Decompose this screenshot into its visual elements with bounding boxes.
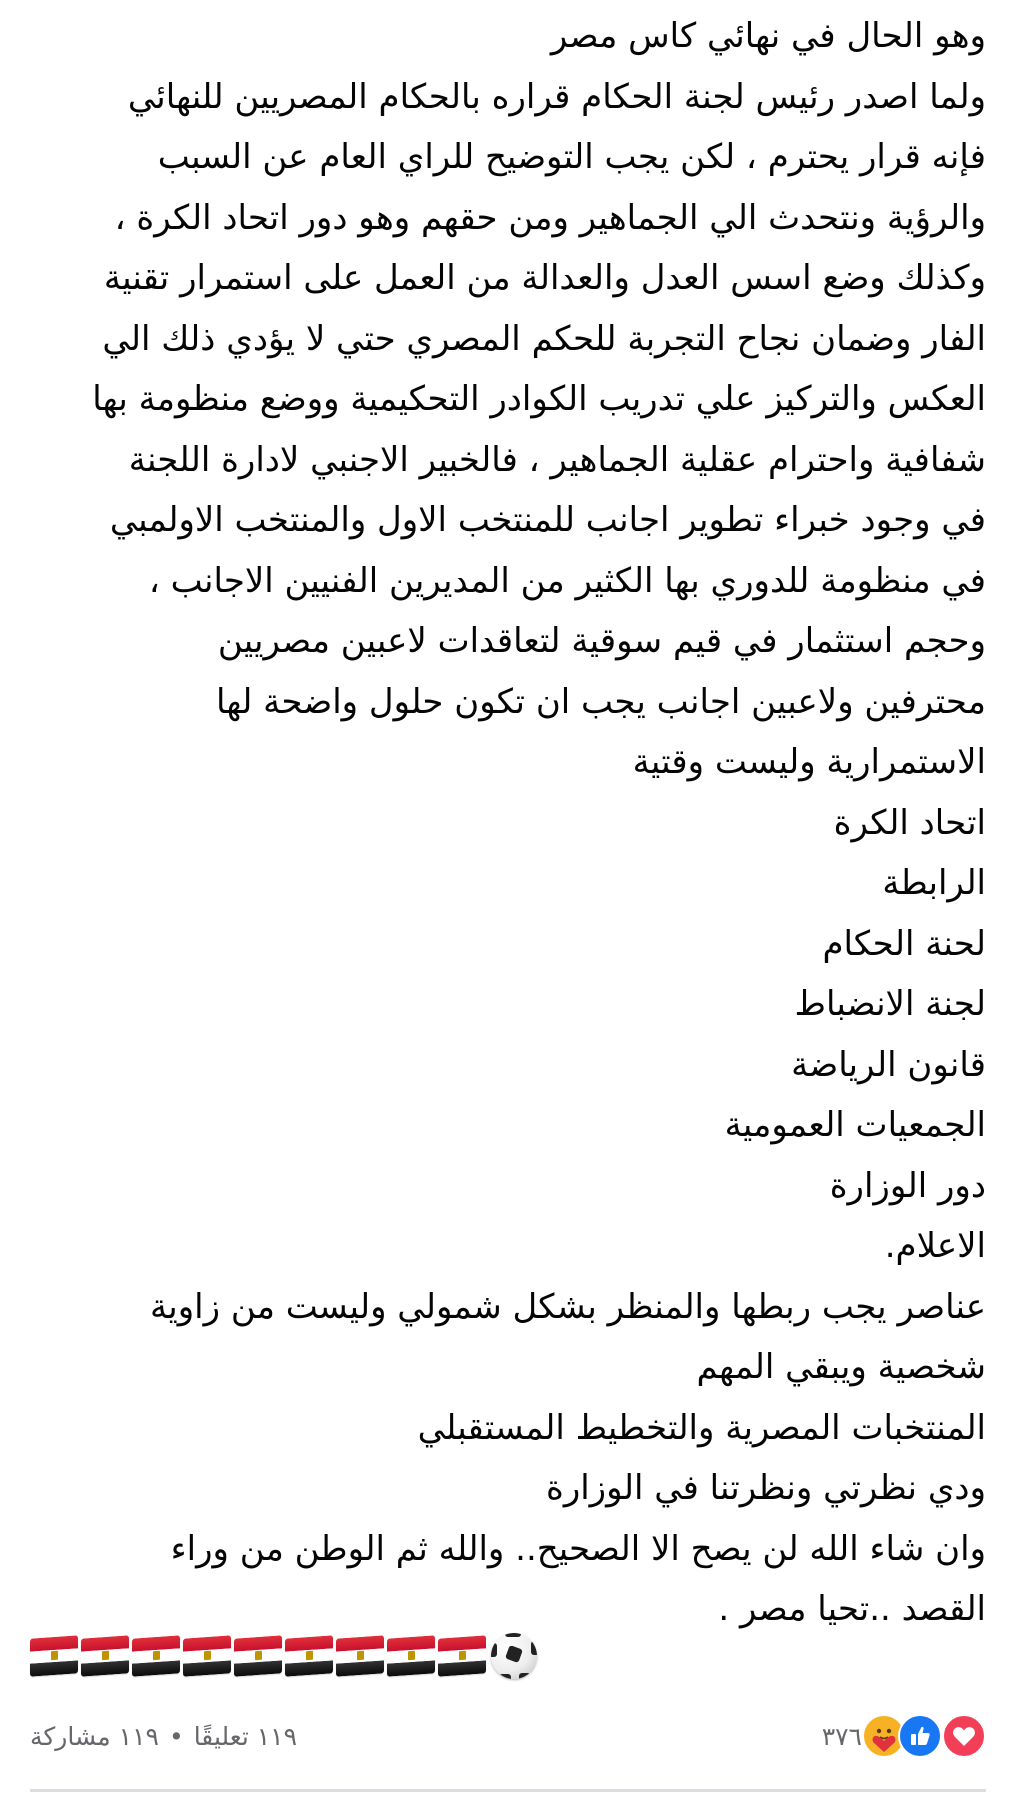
post-line: المنتخبات المصرية والتخطيط المستقبلي xyxy=(417,1407,986,1448)
post-line: شفافية واحترام عقلية الجماهير ، فالخبير الاجنبي لادارة اللجنة xyxy=(128,439,986,480)
reaction-count[interactable]: ٣٧٦ xyxy=(821,1721,862,1751)
egypt-flag-icon xyxy=(285,1635,333,1676)
egypt-flag-icon xyxy=(30,1635,78,1676)
stats-separator: • xyxy=(168,1721,184,1751)
post-line: شخصية ويبقي المهم xyxy=(696,1347,986,1387)
post-line: وحجم استثمار في قيم سوقية لتعاقدات لاعبين مصريين xyxy=(217,621,986,661)
post-list-item: قانون الرياضة xyxy=(791,1044,986,1085)
post-line: محترفين ولاعبين اجانب يجب ان تكون حلول واضحة لها xyxy=(215,681,986,722)
reaction-icons xyxy=(870,1714,986,1758)
post-line: في منظومة للدوري بها الكثير من المديرين الفنيين الاجانب ، xyxy=(148,560,986,601)
post-line: وهو الحال في نهائي كاس مصر xyxy=(550,16,986,56)
post-body xyxy=(16,6,986,1640)
engagement-stats xyxy=(30,1722,297,1751)
emoji-row xyxy=(30,1630,537,1682)
post-line: وكذلك وضع اسس العدل والعدالة من العمل على استمرار تقنية xyxy=(103,258,986,298)
love-reaction-icon xyxy=(942,1714,986,1758)
post-list-item: لجنة الانضباط xyxy=(794,984,986,1024)
comments-count-link[interactable]: ١١٩ تعليقًا xyxy=(193,1721,298,1751)
egypt-flag-icon xyxy=(336,1635,384,1676)
egypt-flag-icon xyxy=(387,1635,435,1676)
post-list-item: الاعلام. xyxy=(884,1226,986,1266)
post-divider xyxy=(30,1789,986,1792)
post-list-item: الرابطة xyxy=(882,863,986,903)
post-line: ودي نظرتي ونظرتنا في الوزارة xyxy=(546,1468,986,1508)
egypt-flag-icon xyxy=(234,1635,282,1676)
soccer-ball-icon xyxy=(491,1633,537,1679)
post-list-item: الجمعيات العمومية xyxy=(724,1105,986,1145)
post-list-item: دور الوزارة xyxy=(829,1165,986,1206)
post-line: القصد ..تحيا مصر . xyxy=(718,1589,986,1629)
like-reaction-icon xyxy=(898,1714,942,1758)
post-line: عناصر يجب ربطها والمنظر بشكل شمولي وليست من زاوية xyxy=(150,1286,986,1327)
egypt-flag-icon xyxy=(81,1635,129,1676)
post-line: العكس والتركيز علي تدريب الكوادر التحكيمية ووضع منظومة بها xyxy=(92,379,986,419)
egypt-flag-icon xyxy=(183,1635,231,1676)
post-list-item: لحنة الحكام xyxy=(822,923,986,964)
post-list-item: اتحاد الكرة xyxy=(833,802,986,843)
post-line: والرؤية ونتحدث الي الجماهير ومن حقهم وهو دور اتحاد الكرة ، xyxy=(114,197,986,238)
post-line: الفار وضمان نجاح التجربة للحكم المصري حتي لا يؤدي ذلك الي xyxy=(102,318,986,359)
egypt-flag-icon xyxy=(438,1635,486,1676)
post-footer xyxy=(30,1712,986,1760)
post-line: في وجود خبراء تطوير اجانب للمنتخب الاول والمنتخب الاولمبي xyxy=(109,500,986,540)
post-line: فإنه قرار يحترم ، لكن يجب التوضيح للراي العام عن السبب xyxy=(157,137,986,177)
shares-count-link[interactable]: ١١٩ مشاركة xyxy=(30,1721,159,1751)
post-line: ولما اصدر رئيس لجنة الحكام قراره بالحكام المصريين للنهائي xyxy=(127,76,986,117)
reactions-summary[interactable] xyxy=(822,1714,986,1758)
egypt-flag-icon xyxy=(132,1635,180,1676)
post-line: الاستمرارية وليست وقتية xyxy=(632,742,986,782)
post-line: وان شاء الله لن يصح الا الصحيح.. والله ثم الوطن من وراء xyxy=(170,1528,986,1569)
